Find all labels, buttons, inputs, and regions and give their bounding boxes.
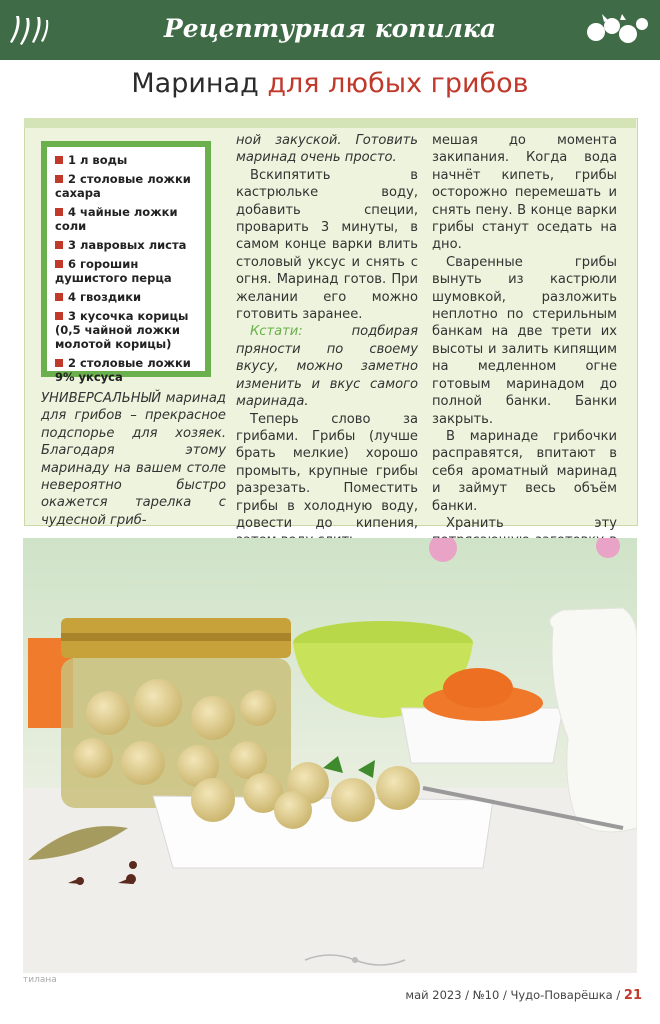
step-paragraph: Хранить эту	[446, 515, 617, 531]
ingredient-item: 3 кусочка корицы (0,5 чайной ложки молотой корицы)	[55, 309, 189, 351]
bullet-square-icon	[55, 241, 63, 249]
section-title: Рецептурная копилка	[163, 14, 497, 43]
ingredient-item: 4 гвоздики	[55, 290, 201, 304]
bullet-square-icon	[55, 156, 63, 164]
bullet-square-icon	[55, 175, 63, 183]
ingredient-item: 4 чайные ложки соли	[55, 205, 178, 233]
ingredients-box	[41, 141, 211, 384]
step-paragraph: В маринаде грибочки расправятся, впитают в себя ароматный маринад и займут весь объём банки.	[432, 428, 617, 514]
tip-label: Кстати:	[250, 324, 303, 340]
ingredient-item: 1 л воды	[55, 153, 201, 167]
step-paragraph-continued: мешая до момента закипания. Когда вода начнёт кипеть, грибы осторожно перемешать и снять пену. В конце варки грибы станут оседать на дно.	[432, 133, 617, 253]
issue-info: май 2023 / №10 / Чудо-Поварёшка /	[405, 988, 621, 1002]
page-number: 21	[623, 988, 642, 1003]
magazine-header	[0, 0, 660, 60]
vegetables-icon	[582, 10, 652, 50]
text-column-3	[432, 132, 617, 567]
recipe-title-main: Маринад	[131, 68, 259, 99]
page-footer	[405, 988, 642, 1003]
bullet-square-icon	[55, 293, 63, 301]
photo-credit: тилана	[23, 975, 57, 985]
decorative-flourish-icon	[300, 950, 410, 970]
ingredient-item: 6 горошин душистого перца	[55, 257, 172, 285]
ingredient-item: 3 лавровых листа	[55, 238, 201, 252]
ingredient-item: 2 столовые ложки сахара	[55, 172, 191, 200]
step-paragraph: Вскипятить в кастрюльке воду, добавить специи, проварить 3 минуты, в самом конце варки влить столовый уксус и снять с огня. Маринад готов. При желании его можно готовить заранее.	[236, 167, 418, 323]
text-column-1	[41, 390, 226, 529]
bullet-square-icon	[55, 359, 63, 367]
recipe-title	[0, 68, 660, 99]
pickled-mushrooms-photo	[23, 538, 637, 973]
text-column-2	[236, 132, 418, 602]
bullet-square-icon	[55, 260, 63, 268]
tip-text: подбирая пряности по своему вкусу, можно заметно изменить и вкус самого маринада.	[236, 324, 418, 410]
step-paragraph: Теперь слово за грибами. Грибы (лучше брать мелкие) хорошо промыть, крупные грибы разрезать. Поместить грибы в холодную воду, довести до кипения,	[236, 411, 418, 531]
card-top-stripe	[24, 118, 636, 128]
bullet-square-icon	[55, 312, 63, 320]
intro-paragraph: УНИВЕРСАЛЬНЫЙ маринад для грибов – прекрасное подспорье для хозяек. Благодаря этому маринаду на вашем столе невероятно быстро окажется тарелка с чудесной гриб-	[41, 391, 226, 528]
ingredient-item: 2 столовые ложки 9% уксуса	[55, 356, 191, 384]
bullet-square-icon	[55, 208, 63, 216]
step-paragraph: Сваренные грибы вынуть из кастрюли шумовкой, разложить неплотно по стерильным банкам на две трети их высоты и залить кипящим на медленном огне готовым маринадом до полной банки. Банки закрыть.	[432, 254, 617, 427]
recipe-title-accent: для любых грибов	[267, 68, 529, 99]
intro-continued: ной закуской. Готовить маринад очень просто.	[236, 133, 418, 166]
tip-paragraph	[236, 323, 418, 410]
